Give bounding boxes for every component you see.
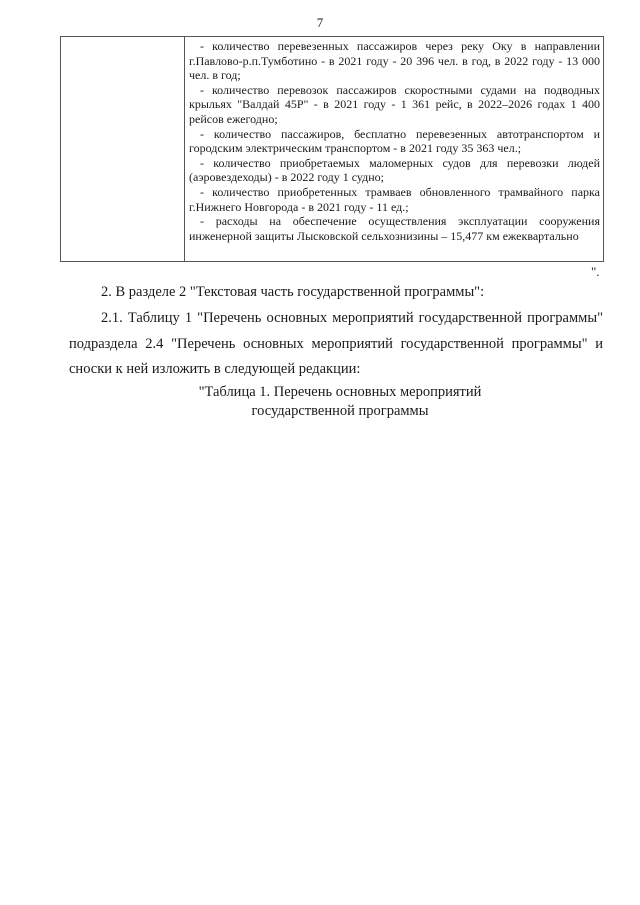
indicator-item: - количество перевозок пассажиров скоростными судами на подводных крыльях "Валдай 45Р" - в 2021 году - 1 361 рейс, в 2022–2026 годах 1 400 рейсов ежегодно; — [189, 82, 600, 126]
indicator-item: - расходы на обеспечение осуществления эксплуатации сооружения инженерной защиты Лысковской сельхознизины – 15,477 км ежеквартально — [189, 214, 600, 243]
page-number: 7 — [316, 15, 324, 30]
continued-indicators-table — [60, 36, 604, 262]
indicator-item: - количество приобретенных трамваев обновленного трамвайного парка г.Нижнего Новгорода - в 2021 году - 11 ед.; — [189, 184, 600, 214]
table-closing-quote: ". — [591, 264, 600, 279]
table-left-cell — [61, 37, 185, 262]
section-2-1-paragraph: 2.1. Таблицу 1 "Перечень основных мероприятий государственной программы" подраздела 2.4 "Перечень основных мероприятий государственной программы" и сноски к ней изложить в следующей редакции: — [69, 310, 603, 377]
table-row — [61, 37, 604, 262]
indicator-item: - количество перевезенных пассажиров через реку Оку в направлении г.Павлово-р.п.Тумботино - в 2021 году - 20 396 чел. в год, в 2022 году - 13 000 чел. в год; — [189, 39, 600, 83]
section-2-paragraph: 2. В разделе 2 "Текстовая часть государственной программы": — [101, 284, 485, 300]
table-caption — [130, 383, 550, 421]
indicator-item: - количество пассажиров, бесплатно перевезенных автотранспортом и городским электрическим транспортом - в 2021 году 35 363 чел.; — [189, 126, 600, 156]
indicator-item: - количество приобретаемых маломерных судов для перевозки людей (аэровездеходы) - в 2022 году 1 судно; — [189, 155, 600, 185]
table-caption-line-1: "Таблица 1. Перечень основных мероприятий — [198, 384, 482, 400]
table-caption-line-2: государственной программы — [251, 403, 429, 419]
table-right-cell — [185, 37, 604, 262]
